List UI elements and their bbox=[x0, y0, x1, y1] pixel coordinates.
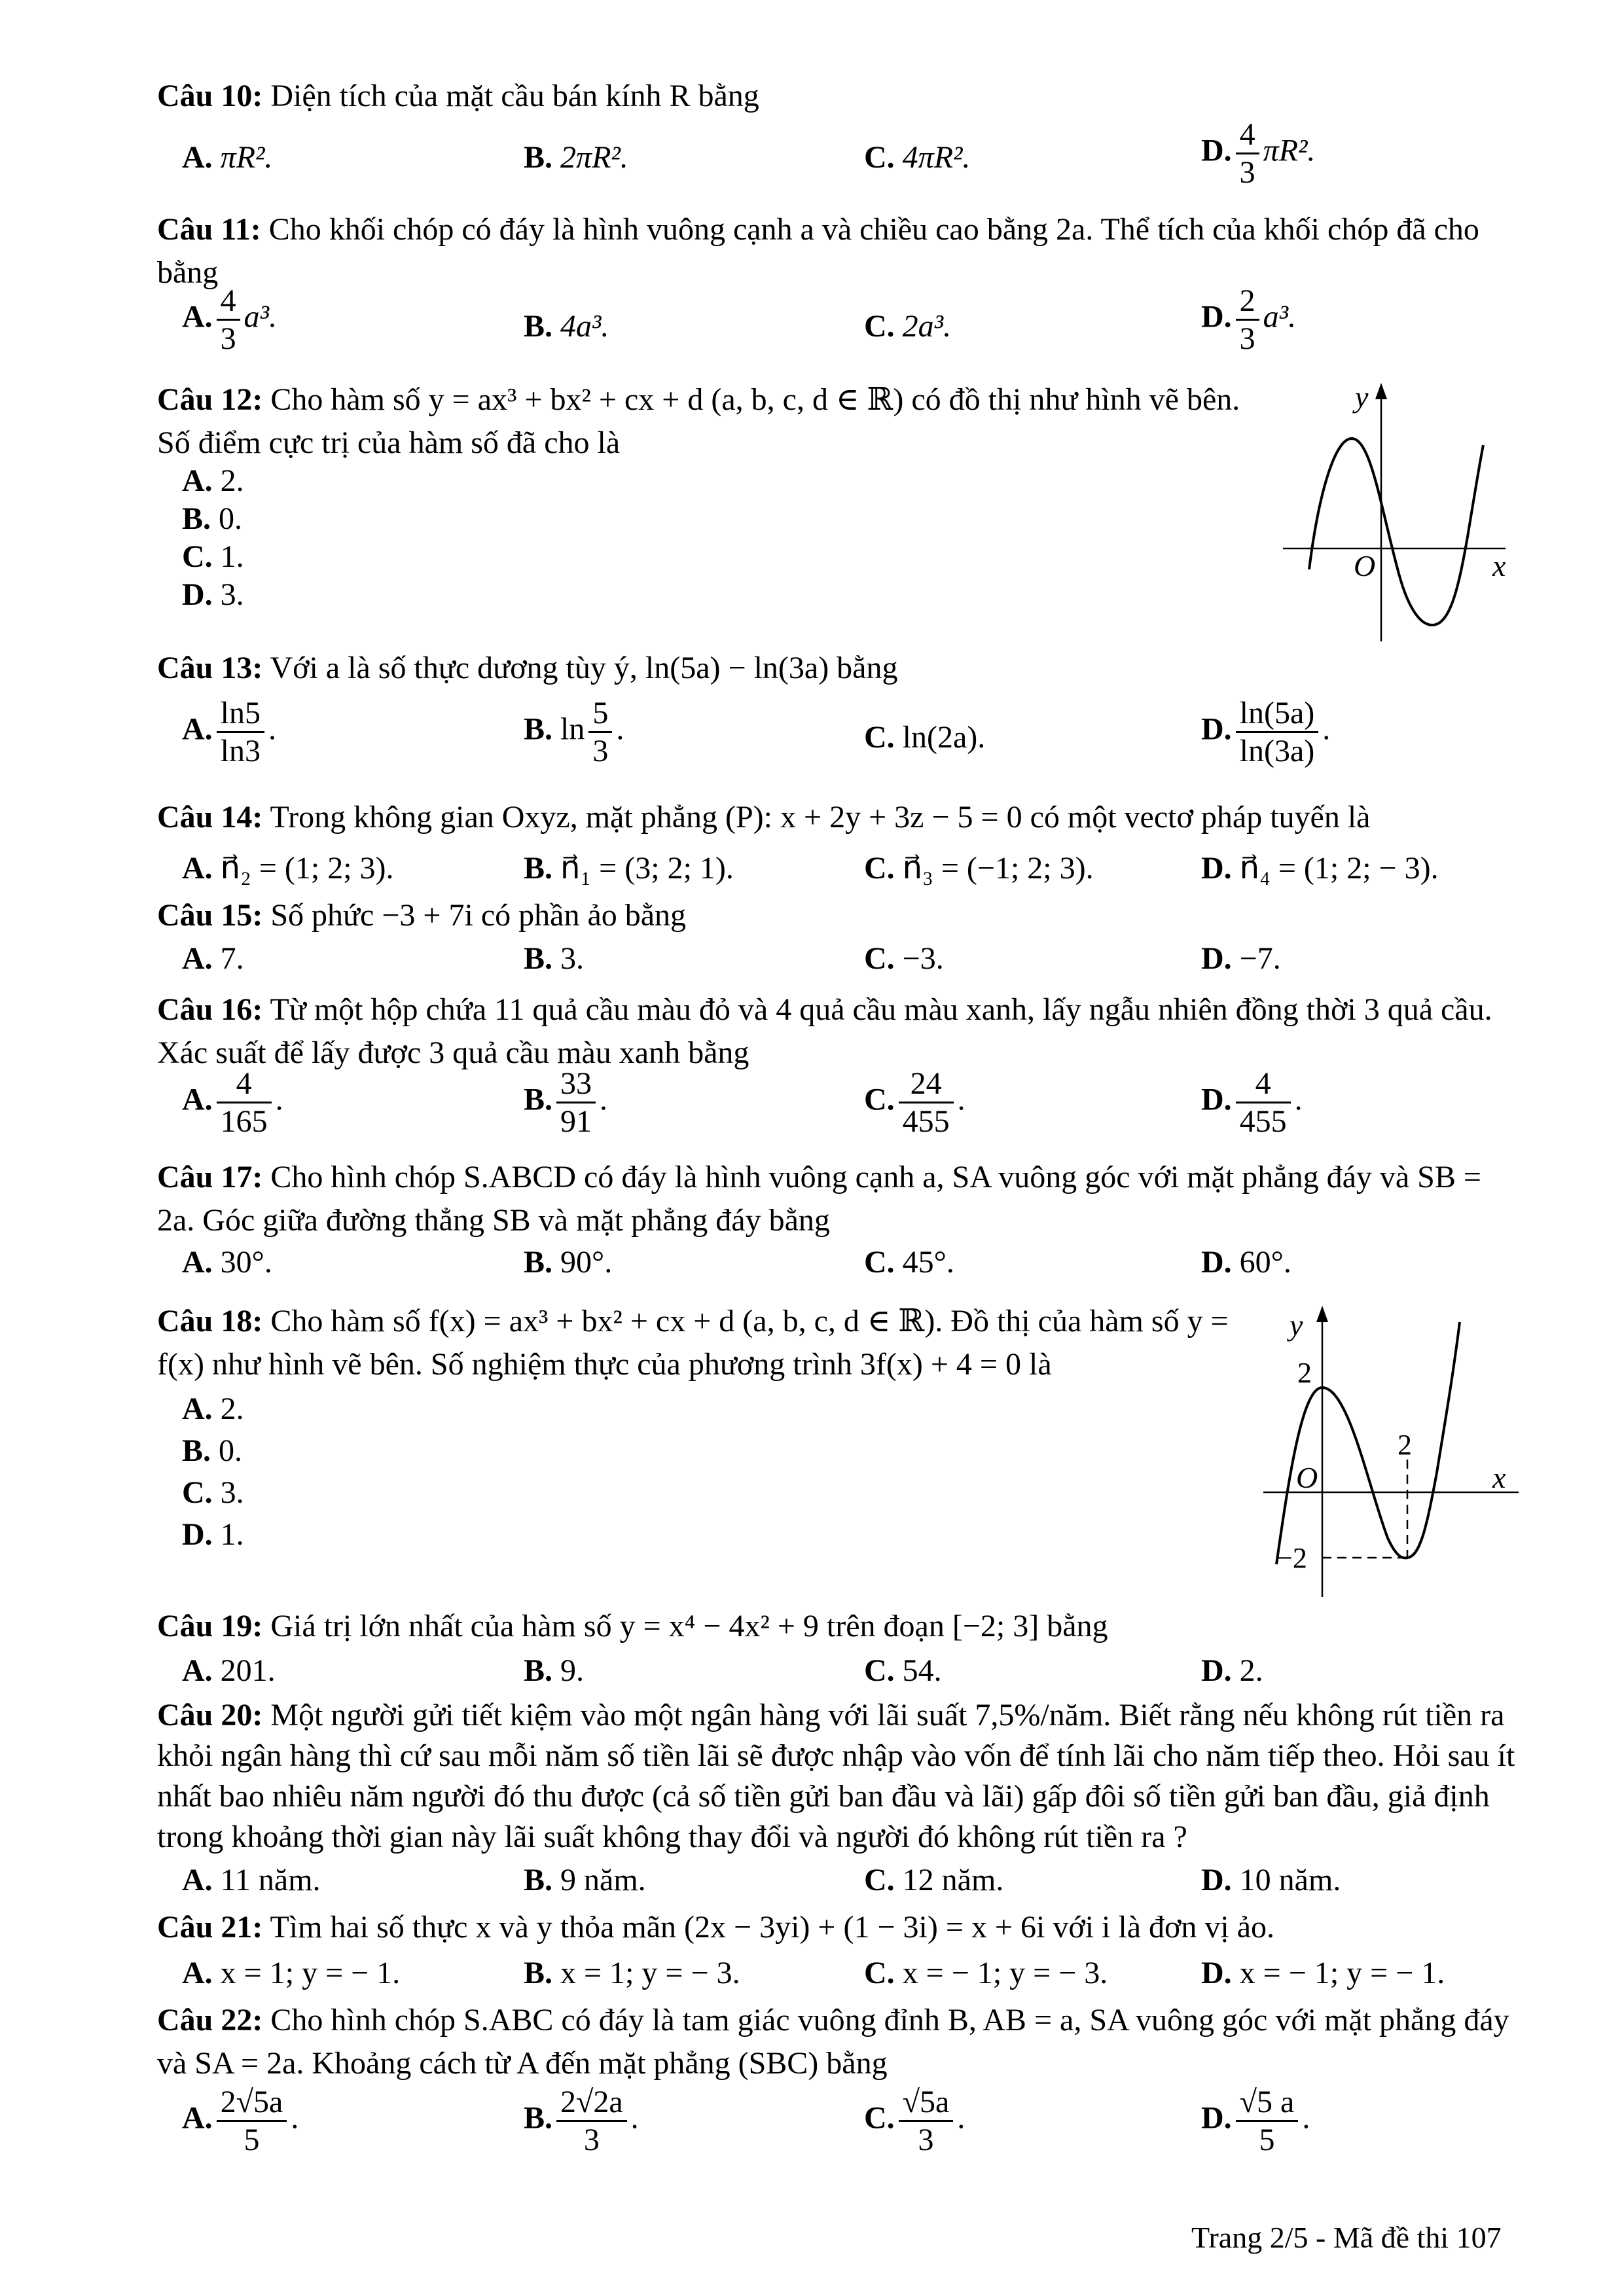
question-number: Câu 11: bbox=[157, 212, 261, 247]
option-c[interactable]: C. 2a³. bbox=[864, 309, 952, 344]
option-b[interactable]: B. 3. bbox=[524, 941, 585, 976]
question-number: Câu 18: bbox=[157, 1304, 263, 1338]
option-a[interactable]: A. 201. bbox=[182, 1653, 276, 1688]
option-c[interactable]: C. −3. bbox=[864, 941, 944, 976]
question-22 bbox=[157, 1999, 1519, 2085]
option-a[interactable]: A. $\frac{\ln 5}{\ln 3}$ . bbox=[182, 696, 277, 769]
question-12 bbox=[157, 378, 1270, 465]
question-text: Cho hình chóp S.ABC có đáy là tam giác vuông đỉnh B, AB = a, SA vuông góc với mặt phẳng đáy và SA = 2a. Khoảng cách từ A đến mặt phẳng (SBC) bằng bbox=[157, 2003, 1509, 2081]
origin-label: O bbox=[1296, 1461, 1318, 1494]
question-text: Với a là số thực dương tùy ý, ln(5a) − ln(3a) bằng bbox=[270, 651, 898, 685]
question-16 bbox=[157, 988, 1519, 1075]
fraction: $\frac{4}{3}$ bbox=[217, 283, 240, 357]
question-text: Cho hàm số y = ax³ + bx² + cx + d (a, b, c, d ∈ ℝ) có đồ thị như hình vẽ bên. Số điểm cực trị của hàm số đã cho là bbox=[157, 382, 1240, 460]
option-c[interactable]: C. 1. bbox=[182, 539, 244, 574]
question-number: Câu 14: bbox=[157, 800, 263, 834]
option-a[interactable]: A. $\frac{4}{165}$ . bbox=[182, 1066, 283, 1139]
question-number: Câu 12: bbox=[157, 382, 263, 417]
fraction: $\frac{\ln(5a)}{\ln(3a)}$ bbox=[1236, 695, 1319, 769]
option-d[interactable]: D. 10 năm. bbox=[1201, 1863, 1341, 1897]
fraction: $\frac{4}{165}$ bbox=[217, 1066, 272, 1139]
y-max-label: 2 bbox=[1297, 1357, 1312, 1389]
x-axis-label: x bbox=[1492, 1461, 1506, 1494]
question-number: Câu 21: bbox=[157, 1910, 263, 1945]
option-d[interactable]: D. $\frac{4}{455}$ . bbox=[1201, 1066, 1303, 1139]
fraction: $\frac{√5a}{3}$ bbox=[899, 2084, 954, 2158]
option-a[interactable]: A. $\frac{2√5a}{5}$ . bbox=[182, 2085, 299, 2158]
question-21 bbox=[157, 1909, 1274, 1947]
question-19 bbox=[157, 1607, 1108, 1646]
option-c[interactable]: C. 54. bbox=[864, 1653, 942, 1688]
question-text: Số phức −3 + 7i có phần ảo bằng bbox=[270, 898, 687, 933]
option-b[interactable]: B. 0. bbox=[182, 1433, 243, 1468]
question-number: Câu 20: bbox=[157, 1698, 263, 1732]
y-axis-arrow bbox=[1375, 383, 1387, 399]
option-a[interactable]: A. $\frac{4}{3}$ a³. bbox=[182, 283, 278, 357]
question-number: Câu 17: bbox=[157, 1160, 263, 1194]
cubic-graph-q12 bbox=[1283, 380, 1506, 641]
option-d[interactable]: D. $\frac{4}{3}$ πR². bbox=[1201, 117, 1316, 190]
option-d[interactable]: D. 60°. bbox=[1201, 1245, 1291, 1280]
option-c[interactable]: C. n⃗₃ = (−1; 2; 3). bbox=[864, 851, 1094, 886]
fraction: $\frac{2√2a}{3}$ bbox=[556, 2084, 627, 2158]
fraction: $\frac{24}{455}$ bbox=[899, 1066, 954, 1139]
question-11 bbox=[157, 208, 1519, 295]
option-a[interactable]: A. 2. bbox=[182, 1391, 244, 1426]
question-13 bbox=[157, 649, 897, 688]
question-15 bbox=[157, 897, 686, 935]
fraction: $\frac{2√5a}{5}$ bbox=[217, 2084, 287, 2158]
y-axis-label: y bbox=[1290, 1308, 1303, 1342]
question-18 bbox=[157, 1300, 1257, 1386]
fraction: $\frac{2}{3}$ bbox=[1236, 283, 1259, 357]
fraction: $\frac{4}{455}$ bbox=[1236, 1066, 1291, 1139]
option-b[interactable]: B. n⃗₁ = (3; 2; 1). bbox=[524, 851, 734, 886]
option-c[interactable]: C. x = − 1; y = − 3. bbox=[864, 1956, 1108, 1990]
fraction: $\frac{4}{3}$ bbox=[1236, 117, 1259, 190]
fraction: $\frac{5}{3}$ bbox=[588, 695, 612, 769]
option-c[interactable]: C. $\frac{24}{455}$ . bbox=[864, 1066, 965, 1139]
option-d[interactable]: D. n⃗₄ = (1; 2; − 3). bbox=[1201, 851, 1439, 886]
option-b[interactable]: B. 2πR². bbox=[524, 140, 628, 175]
option-d[interactable]: D. $\frac{√5 a}{5}$ . bbox=[1201, 2085, 1310, 2158]
option-b[interactable]: B. $\frac{33}{91}$ . bbox=[524, 1066, 608, 1139]
option-d[interactable]: D. 2. bbox=[1201, 1653, 1263, 1688]
question-text: Từ một hộp chứa 11 quả cầu màu đỏ và 4 quả cầu màu xanh, lấy ngẫu nhiên đồng thời 3 quả cầu. Xác suất để lấy được 3 quả cầu màu xanh bằng bbox=[157, 992, 1492, 1070]
option-a[interactable]: A. x = 1; y = − 1. bbox=[182, 1956, 401, 1990]
question-number: Câu 19: bbox=[157, 1609, 263, 1643]
x-tick-label: 2 bbox=[1398, 1429, 1412, 1461]
question-text: Trong không gian Oxyz, mặt phẳng (P): x + 2y + 3z − 5 = 0 có một vectơ pháp tuyến là bbox=[270, 800, 1371, 834]
option-d[interactable]: D. $\frac{\ln(5a)}{\ln(3a)}$ . bbox=[1201, 696, 1331, 769]
question-text: Một người gửi tiết kiệm vào một ngân hàng với lãi suất 7,5%/năm. Biết rằng nếu không rút tiền ra khỏi ngân hàng thì cứ sau mỗi năm số tiền lãi sẽ được nhập vào vốn để tính lãi cho năm tiếp theo. Hỏi sau ít nhất bao nhiêu năm người đó thu được (cả số tiền gửi ban đầu và lãi) gấp đôi số tiền gửi ban đầu, giả định trong khoảng thời gian này lãi suất không thay đổi và người đó không rút tiền ra ? bbox=[157, 1698, 1515, 1854]
option-b[interactable]: B. ln $\frac{5}{3}$ . bbox=[524, 696, 624, 769]
question-20 bbox=[157, 1695, 1519, 1857]
option-d[interactable]: D. $\frac{2}{3}$ a³. bbox=[1201, 283, 1297, 357]
option-a[interactable]: A. n⃗₂ = (1; 2; 3). bbox=[182, 851, 394, 886]
option-d[interactable]: D. x = − 1; y = − 1. bbox=[1201, 1956, 1445, 1990]
option-b[interactable]: B. 9 năm. bbox=[524, 1863, 646, 1897]
fraction: $\frac{\ln 5}{\ln 3}$ bbox=[217, 695, 264, 769]
option-a[interactable]: A. 11 năm. bbox=[182, 1863, 321, 1897]
question-number: Câu 15: bbox=[157, 898, 263, 933]
option-c[interactable]: C. 45°. bbox=[864, 1245, 954, 1280]
option-a[interactable]: A. 2. bbox=[182, 463, 244, 498]
question-text: Cho hình chóp S.ABCD có đáy là hình vuông cạnh a, SA vuông góc với mặt phẳng đáy và SB = 2a. Góc giữa đường thẳng SB và mặt phẳng đáy bằng bbox=[157, 1160, 1481, 1238]
cubic-graph-q18 bbox=[1263, 1302, 1525, 1597]
option-c[interactable]: C. 12 năm. bbox=[864, 1863, 1004, 1897]
option-c[interactable]: C. $\frac{√5a}{3}$ . bbox=[864, 2085, 965, 2158]
question-text: Tìm hai số thực x và y thỏa mãn (2x − 3yi) + (1 − 3i) = x + 6i với i là đơn vị ảo. bbox=[270, 1910, 1275, 1945]
option-c[interactable]: C. ln(2a). bbox=[864, 720, 986, 755]
fraction: $\frac{33}{91}$ bbox=[556, 1066, 596, 1139]
option-b[interactable]: B. x = 1; y = − 3. bbox=[524, 1956, 740, 1990]
question-number: Câu 10: bbox=[157, 79, 263, 113]
option-d[interactable]: D. −7. bbox=[1201, 941, 1281, 976]
question-text: Cho khối chóp có đáy là hình vuông cạnh a và chiều cao bằng 2a. Thể tích của khối chóp đã cho bằng bbox=[157, 212, 1479, 290]
y-axis-label: y bbox=[1355, 380, 1369, 414]
option-b[interactable]: B. 9. bbox=[524, 1653, 585, 1688]
option-d[interactable]: D. 1. bbox=[182, 1517, 244, 1552]
origin-label: O bbox=[1354, 549, 1376, 583]
option-d[interactable]: D. 3. bbox=[182, 577, 244, 612]
question-text: Cho hàm số f(x) = ax³ + bx² + cx + d (a, b, c, d ∈ ℝ). Đồ thị của hàm số y = f(x) như hình vẽ bên. Số nghiệm thực của phương trình 3f(x) + 4 = 0 là bbox=[157, 1304, 1229, 1382]
y-axis-arrow bbox=[1316, 1306, 1328, 1322]
option-a[interactable]: A. 7. bbox=[182, 941, 244, 976]
question-10 bbox=[157, 77, 759, 116]
question-text: Diện tích của mặt cầu bán kính R bằng bbox=[270, 79, 759, 113]
option-b[interactable]: B. 0. bbox=[182, 501, 243, 536]
option-b[interactable]: B. $\frac{2√2a}{3}$ . bbox=[524, 2085, 639, 2158]
question-number: Câu 22: bbox=[157, 2003, 263, 2037]
y-min-label: −2 bbox=[1276, 1542, 1307, 1574]
function-curve bbox=[1309, 439, 1483, 625]
option-c[interactable]: C. 4πR². bbox=[864, 140, 971, 175]
question-number: Câu 16: bbox=[157, 992, 263, 1027]
question-17 bbox=[157, 1156, 1519, 1242]
fraction: $\frac{√5 a}{5}$ bbox=[1236, 2084, 1299, 2158]
x-axis-label: x bbox=[1492, 549, 1506, 583]
option-a[interactable]: A. 30°. bbox=[182, 1245, 272, 1280]
option-b[interactable]: B. 4a³. bbox=[524, 309, 609, 344]
option-b[interactable]: B. 90°. bbox=[524, 1245, 613, 1280]
question-text: Giá trị lớn nhất của hàm số y = x⁴ − 4x² + 9 trên đoạn [−2; 3] bằng bbox=[270, 1609, 1108, 1643]
question-number: Câu 13: bbox=[157, 651, 263, 685]
option-a[interactable]: A. πR². bbox=[182, 140, 273, 175]
page-footer: Trang 2/5 - Mã đề thi 107 bbox=[1191, 2221, 1502, 2254]
question-14 bbox=[157, 798, 1370, 837]
option-c[interactable]: C. 3. bbox=[182, 1475, 244, 1510]
